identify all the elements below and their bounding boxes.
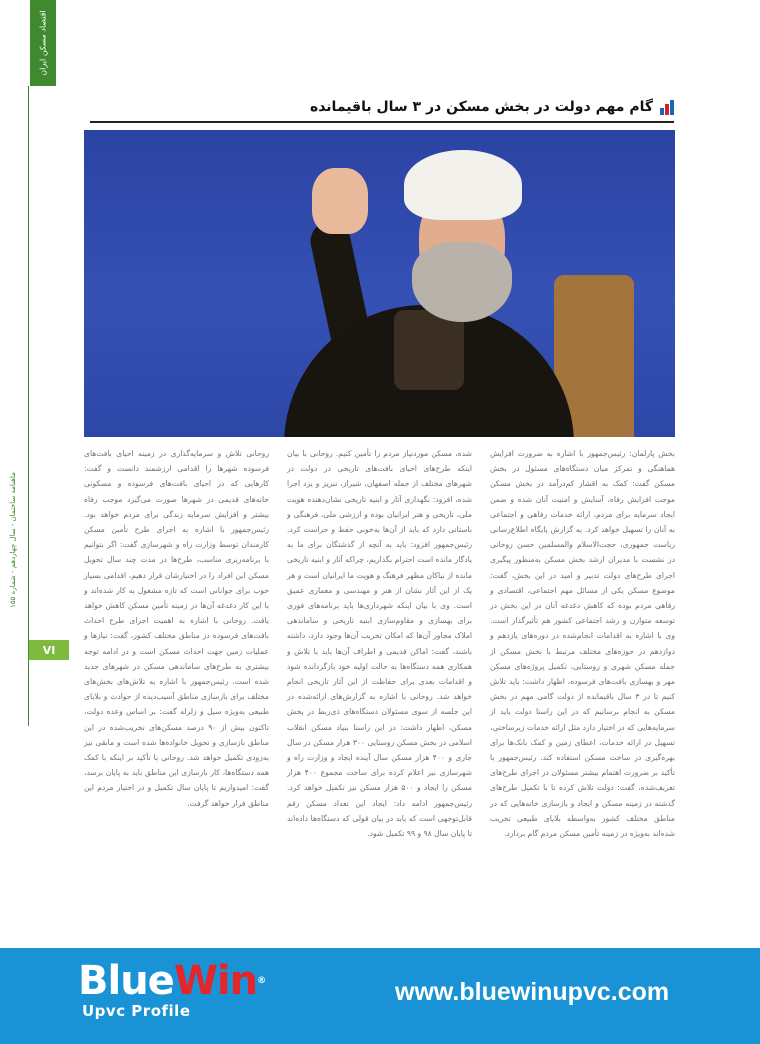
margin-note: [6, 445, 20, 635]
photo-beard: [412, 242, 512, 322]
logo-subtitle: Upvc Profile: [82, 1002, 191, 1020]
photo-collar: [394, 310, 464, 390]
bluewin-advertisement[interactable]: [0, 948, 760, 1044]
bluewin-logo: [78, 958, 338, 1018]
article-body: [84, 446, 675, 936]
bar-chart-icon: [659, 100, 674, 115]
column-text: شده، مسکن موردنیاز مردم را تأمین کنیم. روحانی با بیان اینکه طرح‌های احیای بافت‌های تاریخی در دولت در شهرهای مختلف از جمله اصفهان، شیراز، تبریز و یزد اجرا شده، افزود: نگهداری آثار و ابنیه تاریخی نشان‌دهنده هویت ملی، تاریخی و هنر ایرانیان بوده و ارزشی ملی، فرهنگی و باستانی دارد که باید از آن‌ها به‌خوبی حفظ و حراست کرد. رئیس‌جمهور افزود: باید به آنچه از گذشتگان برای ما به یادگار مانده است احترام بگذاریم، چراکه آثار و ابنیه تاریخی مانده از نیاکان مظهر فرهنگ و هویت ما ایرانیان است و هر یک از این آثار نشان از هنر و مهندسی و معماری عمیق است. وی با بیان اینکه شهرداری‌ها باید برنامه‌های فوری برای بهسازی و مقاوم‌سازی ابنیه تاریخی و ساماندهی املاک مجاور آن‌ها که امکان تخریب آن‌ها وجود دارد، داشته باشند، گفت: اماکن قدیمی و اطراف آن‌ها باید با تلاش و همکاری همه دستگاه‌ها به حالت اولیه خود بازگردانده شود و اقدامات بعدی برای حفاظت از این آثار تاریخی انجام خواهد شد. روحانی با اشاره به گزارش‌های ارائه‌شده در این جلسه از سوی مسئولان دستگاه‌های ذی‌ربط در بخش مسکن، اظهار داشت: در این راستا بنیاد مسکن انقلاب اسلامی در بخش مسکن روستایی ۳۰۰ هزار مسکن در سال جاری و ۴۰۰ هزار مسکن سال آینده ایجاد و وزارت راه و شهرسازی نیز اعلام کرده برای ساخت مجموع ۴۰۰ هزار مسکن را ایجاد و ۵۰۰ هزار مسکن نیز تکمیل خواهد کرد. رئیس‌جمهور ادامه داد: ایجاد این تعداد مسکن رقم قابل‌توجهی است که باید در بیان قولی که دستگاه‌ها داده‌اند تا پایان سال ۹۸ و ۹۹ تکمیل شود.: [287, 449, 472, 839]
article-title: گام مهم دولت در بخش مسکن در ۳ سال باقیمانده: [309, 99, 653, 115]
article-header: [92, 96, 674, 118]
logo-word-blue: Blue: [78, 958, 174, 1004]
margin-note-text: ماهنامه ساختمان - سال چهاردهم - شماره ۱۵۵: [9, 472, 17, 608]
logo-word-win: Win: [173, 958, 258, 1004]
article-photo: [84, 130, 675, 437]
title-underline: [90, 121, 674, 123]
photo-waving-hand: [312, 168, 368, 234]
section-tab: [30, 0, 56, 86]
trademark-mark: ®: [257, 976, 266, 986]
column-text: روحانی تلاش و سرمایه‌گذاری در زمینه احیای بافت‌های فرسوده شهرها را اقدامی ارزشمند دانست و گفت: کارهایی که در احیای بافت‌های فرسوده و مسکونی خانه‌های قدیمی در شهرها صورت می‌گیرد موجب رفاه بیشتر و افزایش سرمایه زندگی برای مردم خواهد بود. رئیس‌جمهور با اشاره به اجرای طرح تأمین مسکن کارمندان توسط وزارت راه و شهرسازی گفت: اگر بتوانیم با برنامه‌ریزی مناسب، طرح‌ها در مدت چند سال تحویل مسکن این افراد را در اختیارشان قرار دهیم، اقدامی بسیار خوب برای جوانانی است که تازه مشغول به کار شده‌اند و با این کار دغدغه آن‌ها در زمینه تأمین مسکن کاهش خواهد یافت. روحانی با اشاره به اهمیت اجرای طرح احداث بافت‌های فرسوده در مناطق مختلف کشور، گفت: نیازها و عملیات زمین جهت احداث مسکن است و در ادامه توجه بیشتری به طرح‌های ساماندهی مسکن در شهرهای جدید شده است. رئیس‌جمهور با اشاره به تلاش‌های بخش‌های مختلف برای بازسازی مناطق آسیب‌دیده از حوادث و بلایای طبیعی به‌ویژه سیل و زلزله گفت: بر اساس وعده دولت، تاکنون بیش از ۹۰ درصد مسکن‌های تخریب‌شده در این مناطق بازسازی و تحویل خانواده‌ها شده است و مابقی نیز به‌زودی تکمیل خواهد شد. روحانی با تأکید بر اینکه با کمک همه دستگاه‌ها، کار بازسازی این مناطق باید به پایان برسد، گفت: امیدواریم تا پایان سال تکمیل و در اختیار مردم این مناطق قرار خواهد گرفت.: [84, 449, 269, 808]
photo-turban: [404, 150, 522, 220]
article-column-middle: [287, 446, 472, 936]
margin-divider: [28, 86, 29, 726]
page-number: VI: [29, 640, 69, 660]
advertiser-url[interactable]: www.bluewinupvc.com: [395, 978, 670, 1006]
section-tab-label: اقتصاد مسکن ایران: [38, 10, 48, 76]
article-column-left: [84, 446, 269, 936]
column-text: بخش پارلمان: رئیس‌جمهور با اشاره به ضرورت افزایش هماهنگی و تمرکز میان دستگاه‌های مسئول در بخش مسکن گفت: کمک به اقشار کم‌درآمد در بخش مسکن موجب افزایش رفاه، آسایش و امنیت آنان شده و ضمن ایجاد سرمایه برای مردم، ارائه خدمات رفاهی و اجتماعی به آنان را تسهیل خواهد کرد. به گزارش پایگاه اطلاع‌رسانی ریاست جمهوری، حجت‌الاسلام والمسلمین حسن روحانی در نشست با مدیران ارشد بخش مسکن به‌منظور پیگیری اجرای طرح‌های دولت تدبیر و امید در این بخش، گفت: موضوع مسکن یکی از مسائل مهم اجتماعی، اقتصادی و رفاهی مردم بوده که کاهش دغدغه آنان در این بخش در توسعه متوازن و رشد اجتماعی کشور هم تأثیرگذار است. وی با اشاره به اقدامات انجام‌شده در دوره‌های یازدهم و دوازدهم در حوزه‌های مختلف مرتبط با بخش مسکن از جمله مسکن شهری و روستایی، تکمیل پروژه‌های مسکن مهر و بهسازی بافت‌های فرسوده، اظهار داشت: باید تلاش کنیم تا در ۳ سال باقیمانده از دولت گامی مهم در بخش مسکن به انجام برسانیم که در این راستا دولت باید از سرمایه‌هایی که در اختیار دارد مثل ارائه خدمات زیرساختی، تسهیل در ارائه خدمات، اعطای زمین و کمک بانک‌ها برای بهره‌گیری در ساخت مسکن استفاده کند. رئیس‌جمهور با تأکید بر ضرورت اهتمام بیشتر مسئولان در اجرای طرح‌های تعریف‌شده، گفت: دولت تلاش کرده تا با تکمیل طرح‌های گذشته در زمینه مسکن و ایجاد و بازسازی خانه‌هایی که در مناطق مختلف کشور به‌واسطه بلایای طبیعی تخریب شده‌اند به‌ویژه در زمینه تأمین مسکن مردم گام بردارد.: [490, 449, 675, 839]
article-column-right: [490, 446, 675, 936]
